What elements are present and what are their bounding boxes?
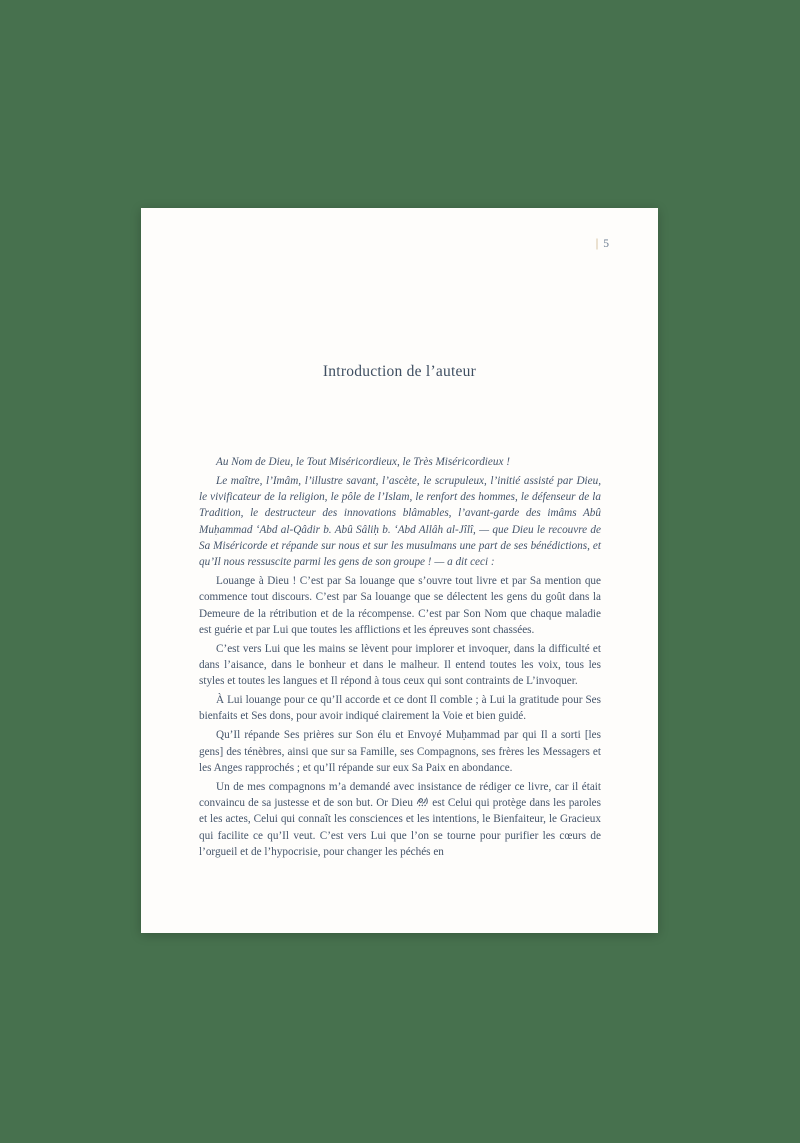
page-number [141,236,658,250]
body-text-block [141,454,658,860]
paragraph-4: C’est vers Lui que les mains se lèvent pour implorer et invoquer, dans la difficulté et dans l’aisance, dans le bonheur et dans le malheur. Il entend toutes les voix, tous les styles et toutes les langues et Il répond à tous ceux qui sont contraints de L’invoquer. [199,642,601,688]
jalla-jalaluhu-icon [416,796,429,807]
folio-separator-bar: | [595,236,599,250]
paragraph-7: Un de mes compagnons m’a demandé avec insistance de rédiger ce livre, car il était convaincu de sa justesse et de son but. Or Dieu est Celui qui protège dans les paroles et les actes, Celui qui connaît les consciences et les intentions, le Bienfaiteur, le Gracieux qui facilite ce qu’Il veut. C’est vers Lui que l’on se tourne pour purifier les cœurs de l’orgueil et de l’hypocrisie, pour changer les péchés en [199,780,602,858]
paragraph-6: Qu’Il répande Ses prières sur Son élu et Envoyé Muḥammad par qui Il a sorti [les gens] des ténèbres, ainsi que sur sa Famille, ses Compagnons, ses frères les Messagers et les Anges rapprochés ; et qu’Il répande sur eux Sa Paix en abondance. [199,729,601,774]
paragraph-5: À Lui louange pour ce qu’Il accorde et ce dont Il comble ; à Lui la gratitude pour Ses bienfaits et Ses dons, pour avoir indiqué clairement la Voie et bien guidé. [199,694,601,723]
paragraph-2: Le maître, l’Imâm, l’illustre savant, l’ascète, le scrupuleux, l’initié assisté par Dieu, le vivificateur de la religion, le pôle de l’Islam, le renfort des hommes, le défenseur de la Tradition, le destructeur des innovations blâmables, l’avant-garde des imâms Abû Muḥammad ‘Abd al-Qâdir b. Abû Sâliḥ b. ‘Abd Allâh al-Jîlî, — que Dieu le recouvre de Sa Miséricorde et répande sur nous et sur les musulmans une part de ses bénédictions, et qu’Il nous ressuscite parmi les gens de son groupe ! — a dit ceci : [199,474,601,569]
paragraph-3: Louange à Dieu ! C’est par Sa louange que s’ouvre tout livre et par Sa mention que commence tout discours. C’est par Sa louange que se délectent les gens du goût dans la Demeure de la rétribution et de la récompense. C’est par Son Nom que chaque maladie est guérie et par Lui que toutes les afflictions et les épreuves sont chassées. [199,575,601,636]
folio-number: 5 [603,238,609,250]
chapter-title: Introduction de l’auteur [322,363,477,380]
book-page [141,208,658,933]
paragraph-1: Au Nom de Dieu, le Tout Miséricordieux, le Très Miséricordieux ! [216,456,510,468]
